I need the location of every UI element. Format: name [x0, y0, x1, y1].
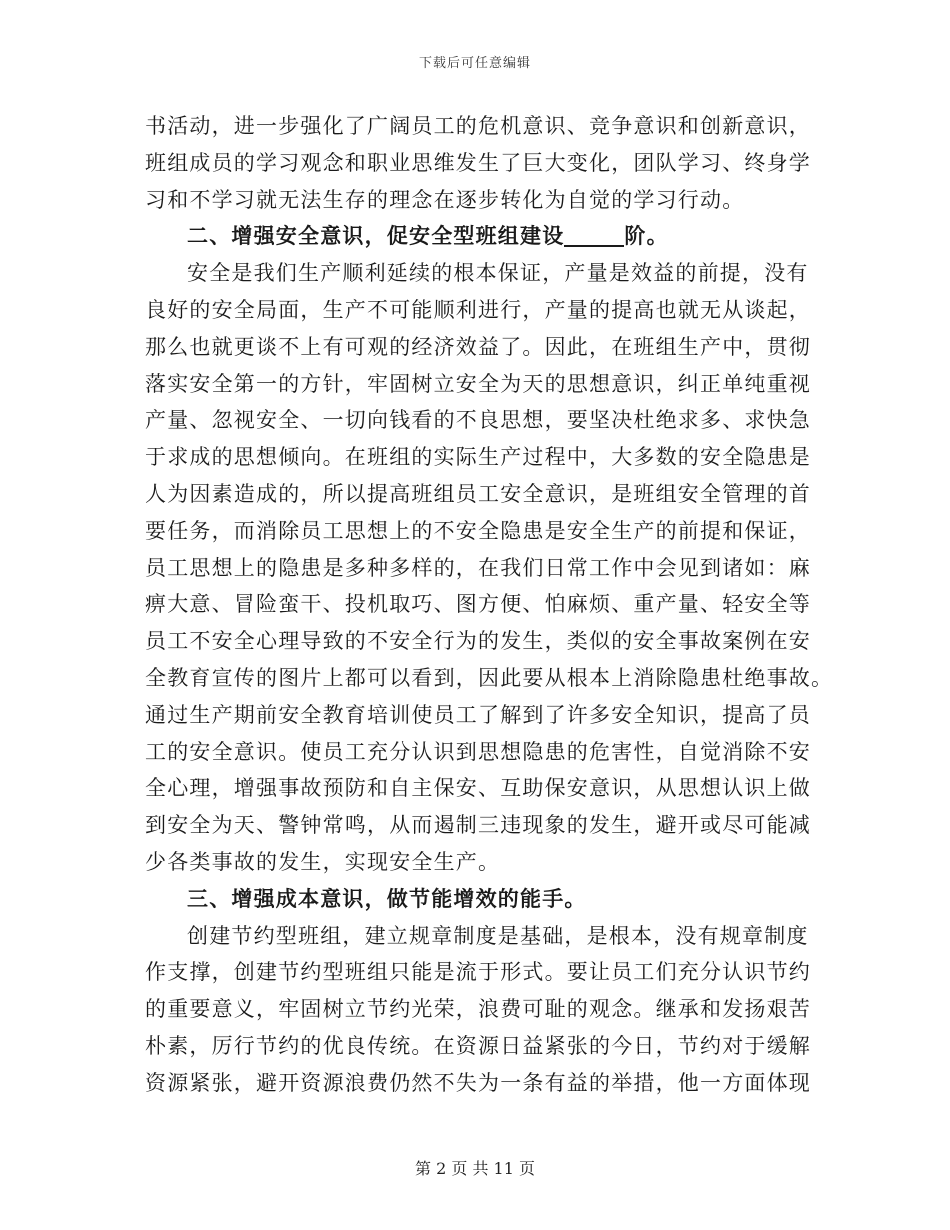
section-heading-3: 三、增强成本意识，做节能增效的能手。 — [187, 885, 587, 911]
paragraph-line: 员工思想上的隐患是多种多样的，在我们日常工作中会见到诸如：麻 — [145, 555, 811, 580]
paragraph-line: 作支撑，创建节约型班组只能是流于形式。要让员工们充分认识节约 — [145, 960, 811, 985]
paragraph-line: 员工不安全心理导致的不安全行为的发生，类似的安全事故案例在安 — [145, 629, 811, 654]
paragraph-line: 产量、忽视安全、一切向钱看的不良思想，要坚决杜绝求多、求快急 — [145, 408, 811, 433]
paragraph-line: 安全是我们生产顺利延续的根本保证，产量是效益的前提，没有 — [187, 261, 809, 286]
paragraph-line: 资源紧张，避开资源浪费仍然不失为一条有益的举措，他一方面体现 — [145, 1070, 811, 1095]
paragraph-line: 痹大意、冒险蛮干、投机取巧、图方便、怕麻烦、重产量、轻安全等 — [145, 592, 811, 617]
fill-in-blank — [564, 225, 624, 247]
paragraph-line: 习和不学习就无法生存的理念在逐步转化为自觉的学习行动。 — [145, 187, 745, 212]
page-number-footer: 第 2 页 共 11 页 — [415, 1159, 535, 1178]
paragraph-line: 通过生产期前安全教育培训使员工了解到了许多安全知识，提高了员 — [145, 702, 811, 727]
page-header: 下载后可任意编辑 — [418, 56, 531, 71]
paragraph-line: 到安全为天、警钟常鸣，从而遏制三违现象的发生，避开或尽可能减 — [145, 813, 811, 838]
paragraph-line: 工的安全意识。使员工充分认识到思想隐患的危害性，自觉消除不安 — [145, 739, 811, 764]
paragraph-line: 落实安全第一的方针，牢固树立安全为天的思想意识，纠正单纯重视 — [145, 371, 811, 396]
paragraph-line: 于求成的思想倾向。在班组的实际生产过程中，大多数的安全隐患是 — [145, 445, 811, 470]
paragraph-line: 良好的安全局面，生产不可能顺利进行，产量的提高也就无从谈起， — [145, 297, 811, 322]
paragraph-line: 少各类事故的发生，实现安全生产。 — [145, 849, 501, 874]
paragraph-line: 朴素，厉行节约的优良传统。在资源日益紧张的今日，节约对于缓解 — [145, 1033, 811, 1058]
paragraph-line: 的重要意义，牢固树立节约光荣，浪费可耻的观念。继承和发扬艰苦 — [145, 997, 811, 1022]
section-heading-2-suffix: 阶。 — [624, 223, 669, 249]
paragraph-line: 那么也就更谈不上有可观的经济效益了。因此，在班组生产中，贯彻 — [145, 334, 811, 359]
document-body — [145, 108, 834, 1102]
paragraph-line: 全教育宣传的图片上都可以看到，因此要从根本上消除隐患杜绝事故。 — [145, 665, 834, 690]
paragraph-line: 人为因素造成的，所以提高班组员工安全意识，是班组安全管理的首 — [145, 481, 811, 506]
paragraph-line: 创建节约型班组，建立规章制度是基础，是根本，没有规章制度 — [187, 923, 809, 948]
paragraph-line: 书活动，进一步强化了广阔员工的危机意识、竞争意识和创新意识， — [145, 114, 811, 138]
paragraph-line: 班组成员的学习观念和职业思维发生了巨大变化，团队学习、终身学 — [145, 150, 811, 175]
paragraph-line: 要任务，而消除员工思想上的不安全隐患是安全生产的前提和保证， — [145, 518, 811, 543]
section-heading-2 — [145, 218, 805, 255]
section-heading-2-text: 二、增强安全意识，促安全型班组建设 — [187, 223, 565, 249]
paragraph-line: 全心理，增强事故预防和自主保安、互助保安意识，从思想认识上做 — [145, 776, 811, 801]
